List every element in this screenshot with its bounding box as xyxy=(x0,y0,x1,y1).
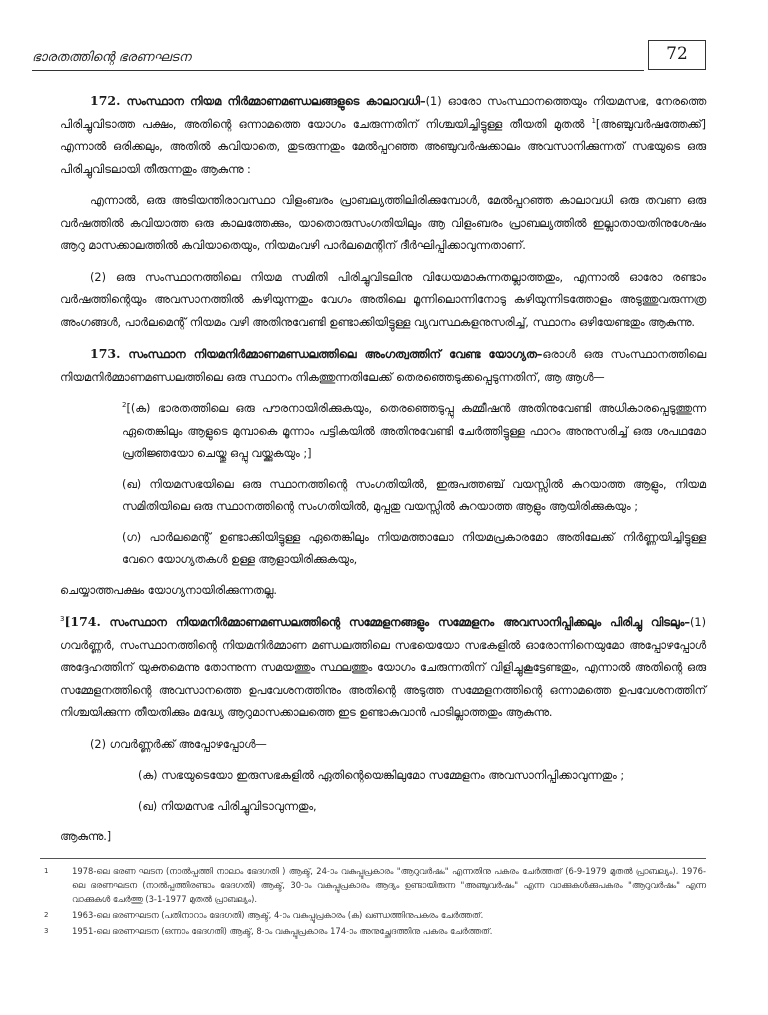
footnote-ref-2: 2 xyxy=(122,401,127,410)
main-content xyxy=(60,90,706,858)
article-174-clause-1 xyxy=(60,611,706,725)
footnote-mark: 1 xyxy=(44,867,49,875)
article-173-closing: ചെയ്യാത്തപക്ഷം യോഗ്യനായിരിക്കുന്നതല്ല. xyxy=(60,583,277,597)
page-header xyxy=(32,40,706,76)
article-174-closing: ആകുന്നു.] xyxy=(60,830,112,843)
footnote-mark: 3 xyxy=(44,927,49,935)
article-173-intro-paragraph xyxy=(60,343,706,389)
article-172-clause-1-lead: (1) ഓരോ സംസ്ഥാനത്തെയും നിയമസഭ, നേരത്തെ പിരിച്ചുവിടാത്ത പക്ഷം, അതിന്റെ ഒന്നാമത്തെ യോഗം ചേരുന്നതിന് നിശ്ചയിച്ചിട്ടുള്ള തീയതി മുതൽ xyxy=(60,95,707,131)
footnote-mark: 2 xyxy=(44,911,49,919)
article-172-clause-1-rest: [അഞ്ചുവർഷത്തേക്ക്] എന്നാൽ ഒരിക്കലും, അതിൽ കവിയാതെ, തുടരുന്നതും മേൽപ്പറഞ്ഞ അഞ്ചുവർഷക്കാലം അവസാനിക്കുന്നത് സഭയുടെ ഒരു പിരിച്ചുവിടലായി തീരുന്നതും ആകുന്നു : xyxy=(60,117,706,176)
page-number: 72 xyxy=(648,40,706,70)
footnote-ref-1: 1 xyxy=(591,116,596,125)
footnote-ref-3: 3 xyxy=(60,615,65,624)
article-174-clause-2: (2) ഗവർണ്ണർക്ക് അപ്പോഴപ്പോൾ— xyxy=(90,737,267,751)
article-173-item-b: (ഖ) നിയമസഭയിലെ ഒരു സ്ഥാനത്തിന്റെ സംഗതിയിൽ, ഇരുപത്തഞ്ച് വയസ്സിൽ കുറയാത്ത ആളും, നിയമ സമിതിയിലെ ഒരു സ്ഥാനത്തിന്റെ സംഗതിയിൽ, മുപ്പതു വയസ്സിൽ കുറയാത്ത ആളും ആയിരിക്കുകയും ; xyxy=(122,477,706,513)
header-rule xyxy=(32,70,644,71)
article-174-clause-1-text: (1) ഗവർണ്ണർ, സംസ്ഥാനത്തിന്റെ നിയമനിർമ്മാണ മണ്ഡലത്തിലെ സഭയെയോ സഭകളിൽ ഓരോന്നിനെയുമോ അപ്പോഴപ്പോൾ അദ്ദേഹത്തിന് യുക്തമെന്നു തോന്നുന്ന സമയത്തും സ്ഥലത്തും യോഗം ചേരുന്നതിന് വിളിച്ചുകൂട്ടേണ്ടതും, എന്നാൽ അതിന്റെ ഒരു സമ്മേളനത്തിന്റെ അവസാനത്തെ ഉപവേശനത്തിനും അതിന്റെ അടുത്ത സമ്മേളനത്തിന്റെ ഒന്നാമത്തെ ഉപവേശനത്തിന് നിശ്ചയിക്കുന്ന തീയതിക്കും മദ്ധ്യേ ആറുമാസക്കാലത്തെ ഇട ഉണ്ടാകുവാൻ പാടില്ലാത്തതും ആകുന്നു. xyxy=(60,616,706,719)
article-172-clause-2: (2) ഒരു സംസ്ഥാനത്തിലെ നിയമ സമിതി പിരിച്ചുവിടലിനു വിധേയമാകുന്നതല്ലാത്തതും, എന്നാൽ ഓരോ രണ്ടാം വർഷത്തിന്റെയും അവസാനത്തിൽ കഴിയുന്നതും വേഗം അതിലെ മൂന്നിലൊന്നിനോടു കഴിയുന്നിടത്തോളം അടുത്തുവരുന്നത്ര അംഗങ്ങൾ, പാർലമെന്റ് നിയമം വഴി അതിനുവേണ്ടി ഉണ്ടാക്കിയിട്ടുള്ള വ്യവസ്ഥകളനുസരിച്ച്, സ്ഥാനം ഒഴിയേണ്ടതും ആകുന്നു. xyxy=(60,270,706,329)
article-173-item-a-text: [(ക) ഭാരതത്തിലെ ഒരു പൗരനായിരിക്കുകയും, തെരഞ്ഞെടുപ്പു കമ്മീഷൻ അതിനുവേണ്ടി അധികാരപ്പെടുത്തുന്ന ഏതെങ്കിലും ആളുടെ മുമ്പാകെ മൂന്നാം പട്ടികയിൽ അതിനുവേണ്ടി ചേർത്തിട്ടുള്ള ഫാറം അനുസരിച്ച് ഒരു ശപഥമോ പ്രതിജ്ഞയോ ചെയ്തു ഒപ്പു വയ്ക്കുകയും ;] xyxy=(122,402,706,460)
article-174-item-b: (ഖ) നിയമസഭ പിരിച്ചുവിടാവുന്നതും, xyxy=(138,799,317,813)
article-173-item-c: (ഗ) പാർലമെന്റ് ഉണ്ടാക്കിയിട്ടുള്ള ഏതെങ്കിലും നിയമത്താലോ നിയമപ്രകാരമോ അതിലേക്ക് നിർണ്ണയിച്ചിട്ടുള്ള വേറെ യോഗ്യതകൾ ഉള്ള ആളായിരിക്കുകയും, xyxy=(122,530,706,566)
article-174-title: സംസ്ഥാന നിയമനിർമ്മാണമണ്ഡലത്തിന്റെ സമ്മേളനങ്ങളും സമ്മേളനം അവസാനിപ്പിക്കലും പിരിച്ചു വിടലും– xyxy=(109,616,690,629)
footnote xyxy=(40,908,706,922)
article-174-number: [174. xyxy=(64,614,101,629)
footnote xyxy=(40,864,706,906)
footnote-text: 1951-ലെ ഭരണഘടന (ഒന്നാം ഭേദഗതി) ആക്ട്, 8-ാം വകുപ്പുപ്രകാരം 174-ാം അനുച്ഛേദത്തിനു പകരം ചേർത്തത്. xyxy=(72,926,493,936)
footnote-text: 1978-ലെ ഭരണ ഘടന (നാൽപ്പത്തി നാലാം ഭേദഗതി ) ആക്ട്, 24-ാം വകുപ്പുപ്രകാരം "ആറുവർഷം" എന്നതിനു പകരം ചേർത്തത് (6-9-1979 മുതൽ പ്രാബല്യം). 1976-ലെ ഭരണഘടന (നാൽപ്പത്തിരണ്ടാം ഭേദഗതി) ആക്ട്, 30-ാം വകുപ്പുപ്രകാരം ആദ്യം ഉണ്ടായിരുന്ന "അഞ്ചുവർഷം" എന്ന വാക്കുകൾക്കുപകരം "ആറുവർഷം" എന്ന വാക്കുകൾ ചേർത്തു (3-1-1977 മുതൽ പ്രാബല്യം). xyxy=(72,866,706,904)
footnote xyxy=(40,924,706,938)
article-172-proviso: എന്നാൽ, ഒരു അടിയന്തിരാവസ്ഥാ വിളംബരം പ്രാബല്യത്തിലിരിക്കുമ്പോൾ, മേൽപ്പറഞ്ഞ കാലാവധി ഒരു തവണ ഒരു വർഷത്തിൽ കവിയാത്ത ഒരു കാലത്തേക്കും, യാതൊരുസംഗതിയിലും ആ വിളംബരം പ്രാബല്യത്തിൽ ഇല്ലാതായതിനുശേഷം ആറു മാസക്കാലത്തിൽ കവിയാതെയും, നിയമംവഴി പാർലമെന്റിന് ദീർഘിപ്പിക്കാവുന്നതാണ്. xyxy=(60,194,706,252)
footnote-text: 1963-ലെ ഭരണഘടന (പതിനാറാം ഭേദഗതി) ആക്ട്, 4-ാം വകുപ്പുപ്രകാരം (ക) ഖണ്ഡത്തിനുപകരം ചേർത്തത്. xyxy=(72,910,484,920)
running-title: ഭാരതത്തിന്റെ ഭരണഘടന xyxy=(32,50,191,65)
article-172-number: 172. xyxy=(90,93,121,108)
footnotes xyxy=(40,858,706,940)
article-173-number: 173. xyxy=(90,346,121,361)
article-173-item-a xyxy=(122,398,706,466)
article-172-clause-1 xyxy=(60,90,706,181)
article-174-item-a: (ക) സഭയുടെയോ ഇരുസഭകളിൽ ഏതിന്റെയെങ്കിലുമോ സമ്മേളനം അവസാനിപ്പിക്കാവുന്നതും ; xyxy=(138,769,625,782)
article-173-title: സംസ്ഥാന നിയമനിർമ്മാണമണ്ഡലത്തിലെ അംഗത്വത്തിന് വേണ്ട യോഗ്യത– xyxy=(128,348,543,361)
article-173-intro: ഒരാൾ ഒരു സംസ്ഥാനത്തിലെ നിയമനിർമ്മാണമണ്ഡലത്തിലെ ഒരു സ്ഥാനം നികത്തുന്നതിലേക്ക് തെരഞ്ഞെടുക്കപ്പെടുന്നതിന്, ആ ആൾ— xyxy=(60,348,707,384)
article-172-title: സംസ്ഥാന നിയമ നിർമ്മാണമണ്ഡലങ്ങളുടെ കാലാവധി– xyxy=(126,95,426,108)
